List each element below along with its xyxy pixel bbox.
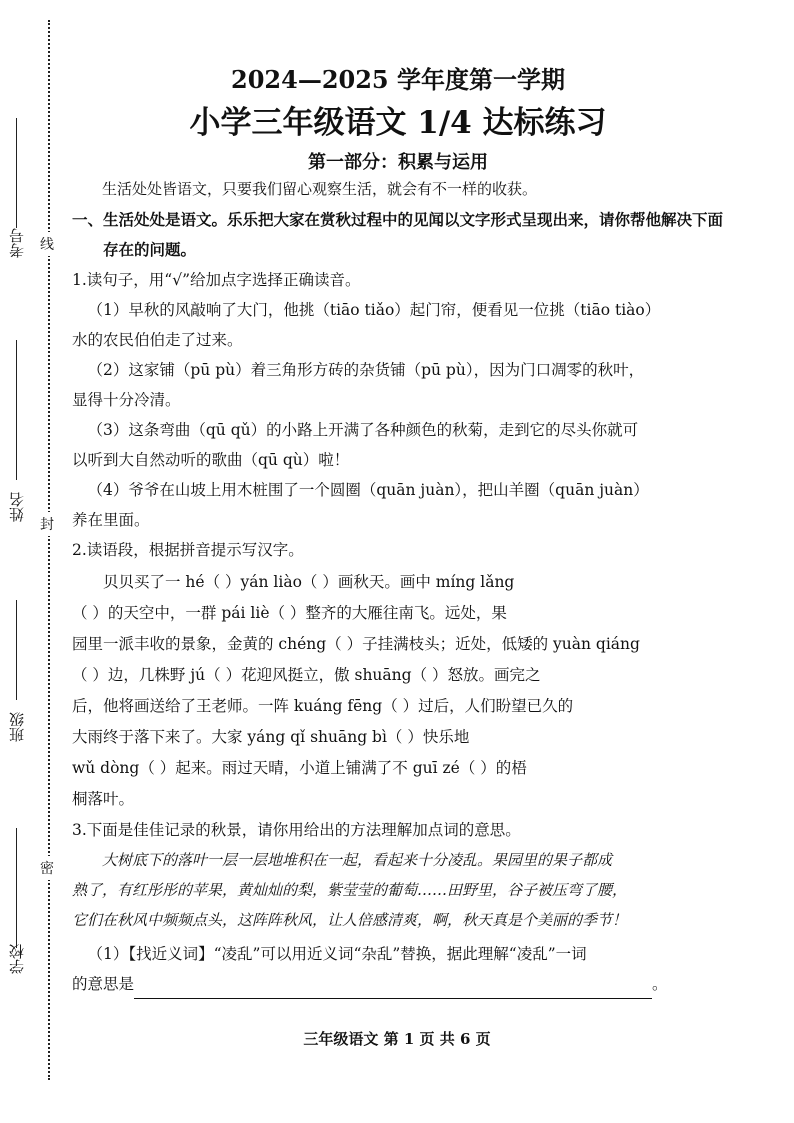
school-label: 学校: [8, 944, 26, 974]
q1-sentence-1b: 水的农民伯伯走了过来。: [72, 331, 243, 349]
q2-line-5[interactable]: 后，他将画送给了王老师。一阵 kuáng fēng（ ）过后，人们盼望已久的: [72, 697, 574, 715]
binding-margin: [0, 0, 70, 1123]
q1-sentence-4b: 养在里面。: [72, 511, 150, 529]
q2-line-6[interactable]: 大雨终于落下来了。大家 yáng qǐ shuāng bì（ ）快乐地: [72, 728, 470, 746]
q1-sentence-2b: 显得十分冷清。: [72, 391, 181, 409]
q3-sub1-prefix: 的意思是: [72, 975, 135, 993]
q1-sentence-3a: （3）这条弯曲（qū qǔ）的小路上开满了各种颜色的秋菊，走到它的尽头你就可: [87, 421, 639, 439]
section-1-heading: 一、生活处处是语文。乐乐把大家在赏秋过程中的见闻以文字形式呈现出来，请你帮他解决下面存在的问题。: [72, 210, 724, 259]
seal-mi: 密: [40, 856, 54, 880]
exam-page: [72, 56, 724, 999]
part-title: 第一部分：积累与运用: [308, 152, 488, 173]
school-year-title: 2024—2025 学年度第一学期: [231, 65, 565, 94]
q2-line-8: 桐落叶。: [72, 790, 135, 808]
seal-xian: 线: [40, 232, 54, 256]
q3-sub1-end: 。: [652, 975, 668, 993]
q3-sub1-line-b: [72, 969, 724, 999]
name-line: [16, 340, 17, 480]
seal-feng: 封: [40, 512, 54, 536]
exam-title: 小学三年级语文 1/4 达标练习: [189, 105, 607, 141]
q2-line-7[interactable]: wǔ dòng（ ）起来。雨过天晴，小道上铺满了不 guī zé（ ）的梧: [72, 759, 527, 777]
q2-line-4[interactable]: （ ）边，几株野 jú（ ）花迎风挺立，傲 shuāng（ ）怒放。画完之: [72, 666, 541, 684]
q2-line-2[interactable]: （ ）的天空中，一群 pái liè（ ）整齐的大雁往南飞。远处，果: [72, 604, 507, 622]
q3-passage-2: 熟了，有红彤彤的苹果，黄灿灿的梨，紫莹莹的葡萄……田野里，谷子被压弯了腰，: [72, 881, 628, 899]
q1-sentence-3b: 以听到大自然动听的歌曲（qū qù）啦！: [72, 451, 350, 469]
page-footer: 三年级语文 第 1 页 共 6 页: [303, 1030, 491, 1048]
q2-line-3[interactable]: 园里一派丰收的景象，金黄的 chéng（ ）子挂满枝头；近处，低矮的 yuàn qiáng: [72, 635, 640, 653]
name-label: 姓名: [8, 492, 26, 522]
exam-number-line: [16, 118, 17, 228]
q2-prompt: 2.读语段，根据拼音提示写汉字。: [72, 541, 304, 559]
seal-dotted-line: [48, 20, 50, 1080]
q1-sentence-4a: （4）爷爷在山坡上用木桩围了一个圆圈（quān juàn），把山羊圈（quān juàn）: [87, 481, 649, 499]
intro-line: 生活处处皆语文，只要我们留心观察生活，就会有不一样的收获。: [102, 180, 538, 198]
school-line: [16, 828, 17, 948]
q1-sentence-2a: （2）这家铺（pū pù）着三角形方砖的杂货铺（pū pù），因为门口凋零的秋叶，: [87, 361, 645, 379]
class-line: [16, 600, 17, 700]
q2-line-1[interactable]: 贝贝买了一 hé（ ）yán liào（ ）画秋天。画中 míng lǎng: [103, 573, 515, 591]
q3-prompt: 3.下面是佳佳记录的秋景，请你用给出的方法理解加点词的意思。: [72, 821, 521, 839]
class-label: 班级: [8, 712, 26, 742]
q1-sentence-1a: （1）早秋的风敲响了大门，他挑（tiāo tiǎo）起门帘，便看见一位挑（tiāo tiào）: [87, 301, 661, 319]
answer-line[interactable]: [134, 980, 652, 999]
q1-prompt: 1.读句子，用“√”给加点字选择正确读音。: [72, 271, 361, 289]
q3-passage-3: 它们在秋风中频频点头，这阵阵秋风，让人倍感清爽，啊，秋天真是个美丽的季节！: [72, 911, 628, 929]
exam-number-label: 考号: [8, 228, 26, 258]
q3-passage-1: 大树底下的落叶一层一层地堆积在一起，看起来十分凌乱。果园里的果子都成: [102, 851, 613, 869]
q3-sub1-line-a: （1）【找近义词】“凌乱”可以用近义词“杂乱”替换，据此理解“凌乱”一词: [87, 945, 587, 963]
